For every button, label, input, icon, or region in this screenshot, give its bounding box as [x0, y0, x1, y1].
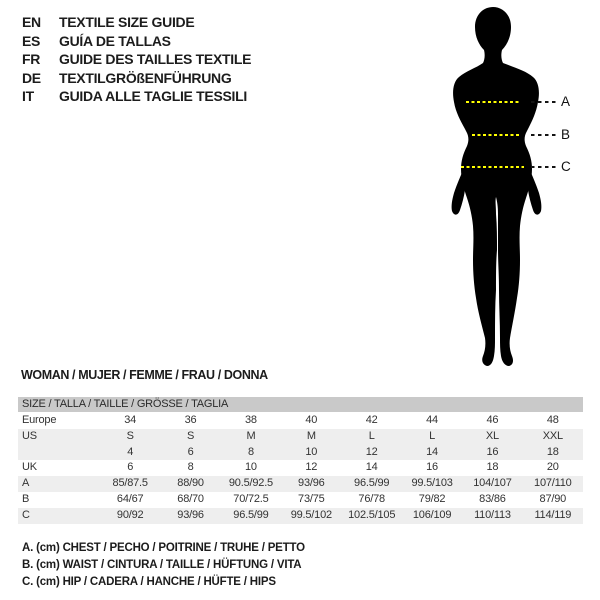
section-title-woman: WOMAN / MUJER / FEMME / FRAU / DONNA [21, 368, 268, 382]
size-cell: 99.5/103 [411, 477, 453, 490]
size-cell: 90.5/92.5 [228, 477, 273, 490]
waist-line-on-body [472, 134, 519, 136]
table-row-chest-a [18, 476, 583, 492]
size-cell: 70/72.5 [233, 492, 269, 505]
size-table [18, 397, 583, 524]
table-row-hip-c [18, 508, 583, 524]
size-cell: 44 [426, 414, 438, 426]
size-cell: 12 [305, 461, 318, 474]
lang-row-de [22, 69, 251, 88]
size-cell: 16 [426, 461, 438, 474]
size-cell: 106/109 [412, 508, 452, 521]
row-label: A [22, 477, 30, 490]
table-row-uk [18, 460, 583, 476]
lang-code: ES [22, 32, 41, 49]
row-label: C [22, 508, 30, 521]
size-cell: 114/119 [534, 508, 572, 521]
row-label: Europe [22, 414, 57, 426]
legend-chest: A. (cm) CHEST / PECHO / POITRINE / TRUHE / PETTO [22, 542, 305, 554]
size-cell: 10 [245, 461, 257, 474]
size-cell: 38 [245, 414, 257, 426]
size-cell: S [126, 429, 134, 442]
size-cell: 96.5/99 [354, 477, 390, 490]
size-cell: 93/96 [177, 508, 204, 521]
size-cell: 85/87.5 [112, 477, 148, 490]
size-cell: 6 [187, 445, 194, 458]
size-cell: 64/67 [116, 492, 144, 505]
size-cell: 46 [486, 414, 499, 426]
size-cell: 48 [546, 414, 559, 426]
lang-title: GUÍA DE TALLAS [59, 32, 171, 49]
lang-title: TEXTILE SIZE GUIDE [59, 14, 195, 30]
row-label [18, 445, 100, 461]
size-cell: L [429, 429, 436, 442]
size-cell: 68/70 [177, 492, 204, 505]
size-cell: 4 [127, 445, 134, 458]
hip-line-on-body [461, 166, 524, 168]
chest-callout-line [531, 101, 557, 103]
size-cell: 14 [365, 461, 378, 474]
size-cell: 90/92 [116, 508, 144, 521]
legend-waist: B. (cm) WAIST / CINTURA / TAILLE / HÜFTUNG / VITA [22, 559, 302, 571]
size-cell: 96.5/99 [233, 508, 269, 521]
lang-code: EN [22, 14, 41, 30]
size-cell: M [306, 429, 316, 442]
size-cell: 42 [365, 414, 378, 426]
size-cell: 87/90 [539, 492, 567, 505]
lang-title: GUIDE DES TAILLES TEXTILE [59, 51, 252, 67]
size-table-header: SIZE / TALLA / TAILLE / GRÖSSE / TAGLIA [18, 397, 583, 412]
size-cell: 8 [187, 461, 194, 474]
lang-code: FR [22, 51, 41, 67]
size-cell: XXL [542, 429, 563, 442]
table-row-waist-b [18, 492, 583, 508]
woman-silhouette-icon [440, 4, 550, 370]
size-cell: 20 [546, 461, 559, 474]
lang-row-es [22, 32, 251, 51]
size-cell: 40 [305, 414, 318, 426]
size-cell: M [246, 429, 256, 442]
size-cell: 73/75 [298, 492, 325, 505]
measurement-legend [22, 540, 305, 591]
lang-title: GUIDA ALLE TAGLIE TESSILI [59, 88, 247, 104]
marker-letter-c: C [561, 159, 571, 174]
measurement-figure [440, 4, 576, 372]
size-cell: 34 [124, 414, 137, 426]
table-row-us-numbers [18, 445, 583, 461]
hip-callout-line [531, 166, 557, 168]
legend-hip: C. (cm) HIP / CADERA / HANCHE / HÜFTE / HIPS [22, 576, 276, 588]
size-cell: 18 [546, 445, 559, 458]
marker-letter-a: A [561, 94, 571, 109]
size-cell: 12 [365, 445, 378, 458]
chest-line-on-body [466, 101, 521, 103]
lang-row-fr [22, 50, 251, 69]
table-row-europe [18, 413, 583, 429]
size-cell: 99.5/102 [290, 508, 332, 521]
lang-code: DE [22, 69, 41, 86]
size-cell: XL [485, 429, 499, 442]
size-cell: 36 [184, 414, 197, 426]
size-cell: 14 [426, 445, 438, 458]
waist-callout-line [531, 134, 557, 136]
row-label: US [22, 429, 37, 442]
lang-row-en [22, 13, 251, 32]
lang-title: TEXTILGRÖßENFÜHRUNG [59, 69, 232, 86]
size-cell: L [368, 429, 375, 442]
lang-row-it [22, 87, 251, 106]
size-cell: 88/90 [177, 477, 204, 490]
lang-code: IT [22, 88, 34, 104]
size-cell: 16 [486, 445, 499, 458]
marker-letter-b: B [561, 127, 571, 142]
size-cell: 93/96 [298, 477, 325, 490]
size-cell: 102.5/105 [348, 508, 396, 521]
size-cell: 76/78 [358, 492, 385, 505]
size-cell: 79/82 [418, 492, 446, 505]
size-cell: S [186, 429, 195, 442]
size-cell: 10 [305, 445, 318, 458]
size-cell: 110/113 [474, 508, 511, 521]
size-cell: 104/107 [473, 477, 512, 490]
row-label: UK [22, 461, 37, 474]
size-cell: 6 [127, 461, 134, 474]
language-list [22, 13, 251, 106]
size-cell: 107/110 [534, 477, 572, 490]
size-cell: 83/86 [479, 492, 506, 505]
row-label: B [22, 492, 30, 505]
size-cell: 8 [247, 445, 254, 458]
table-row-us-letters [18, 429, 583, 445]
size-cell: 18 [486, 461, 499, 474]
